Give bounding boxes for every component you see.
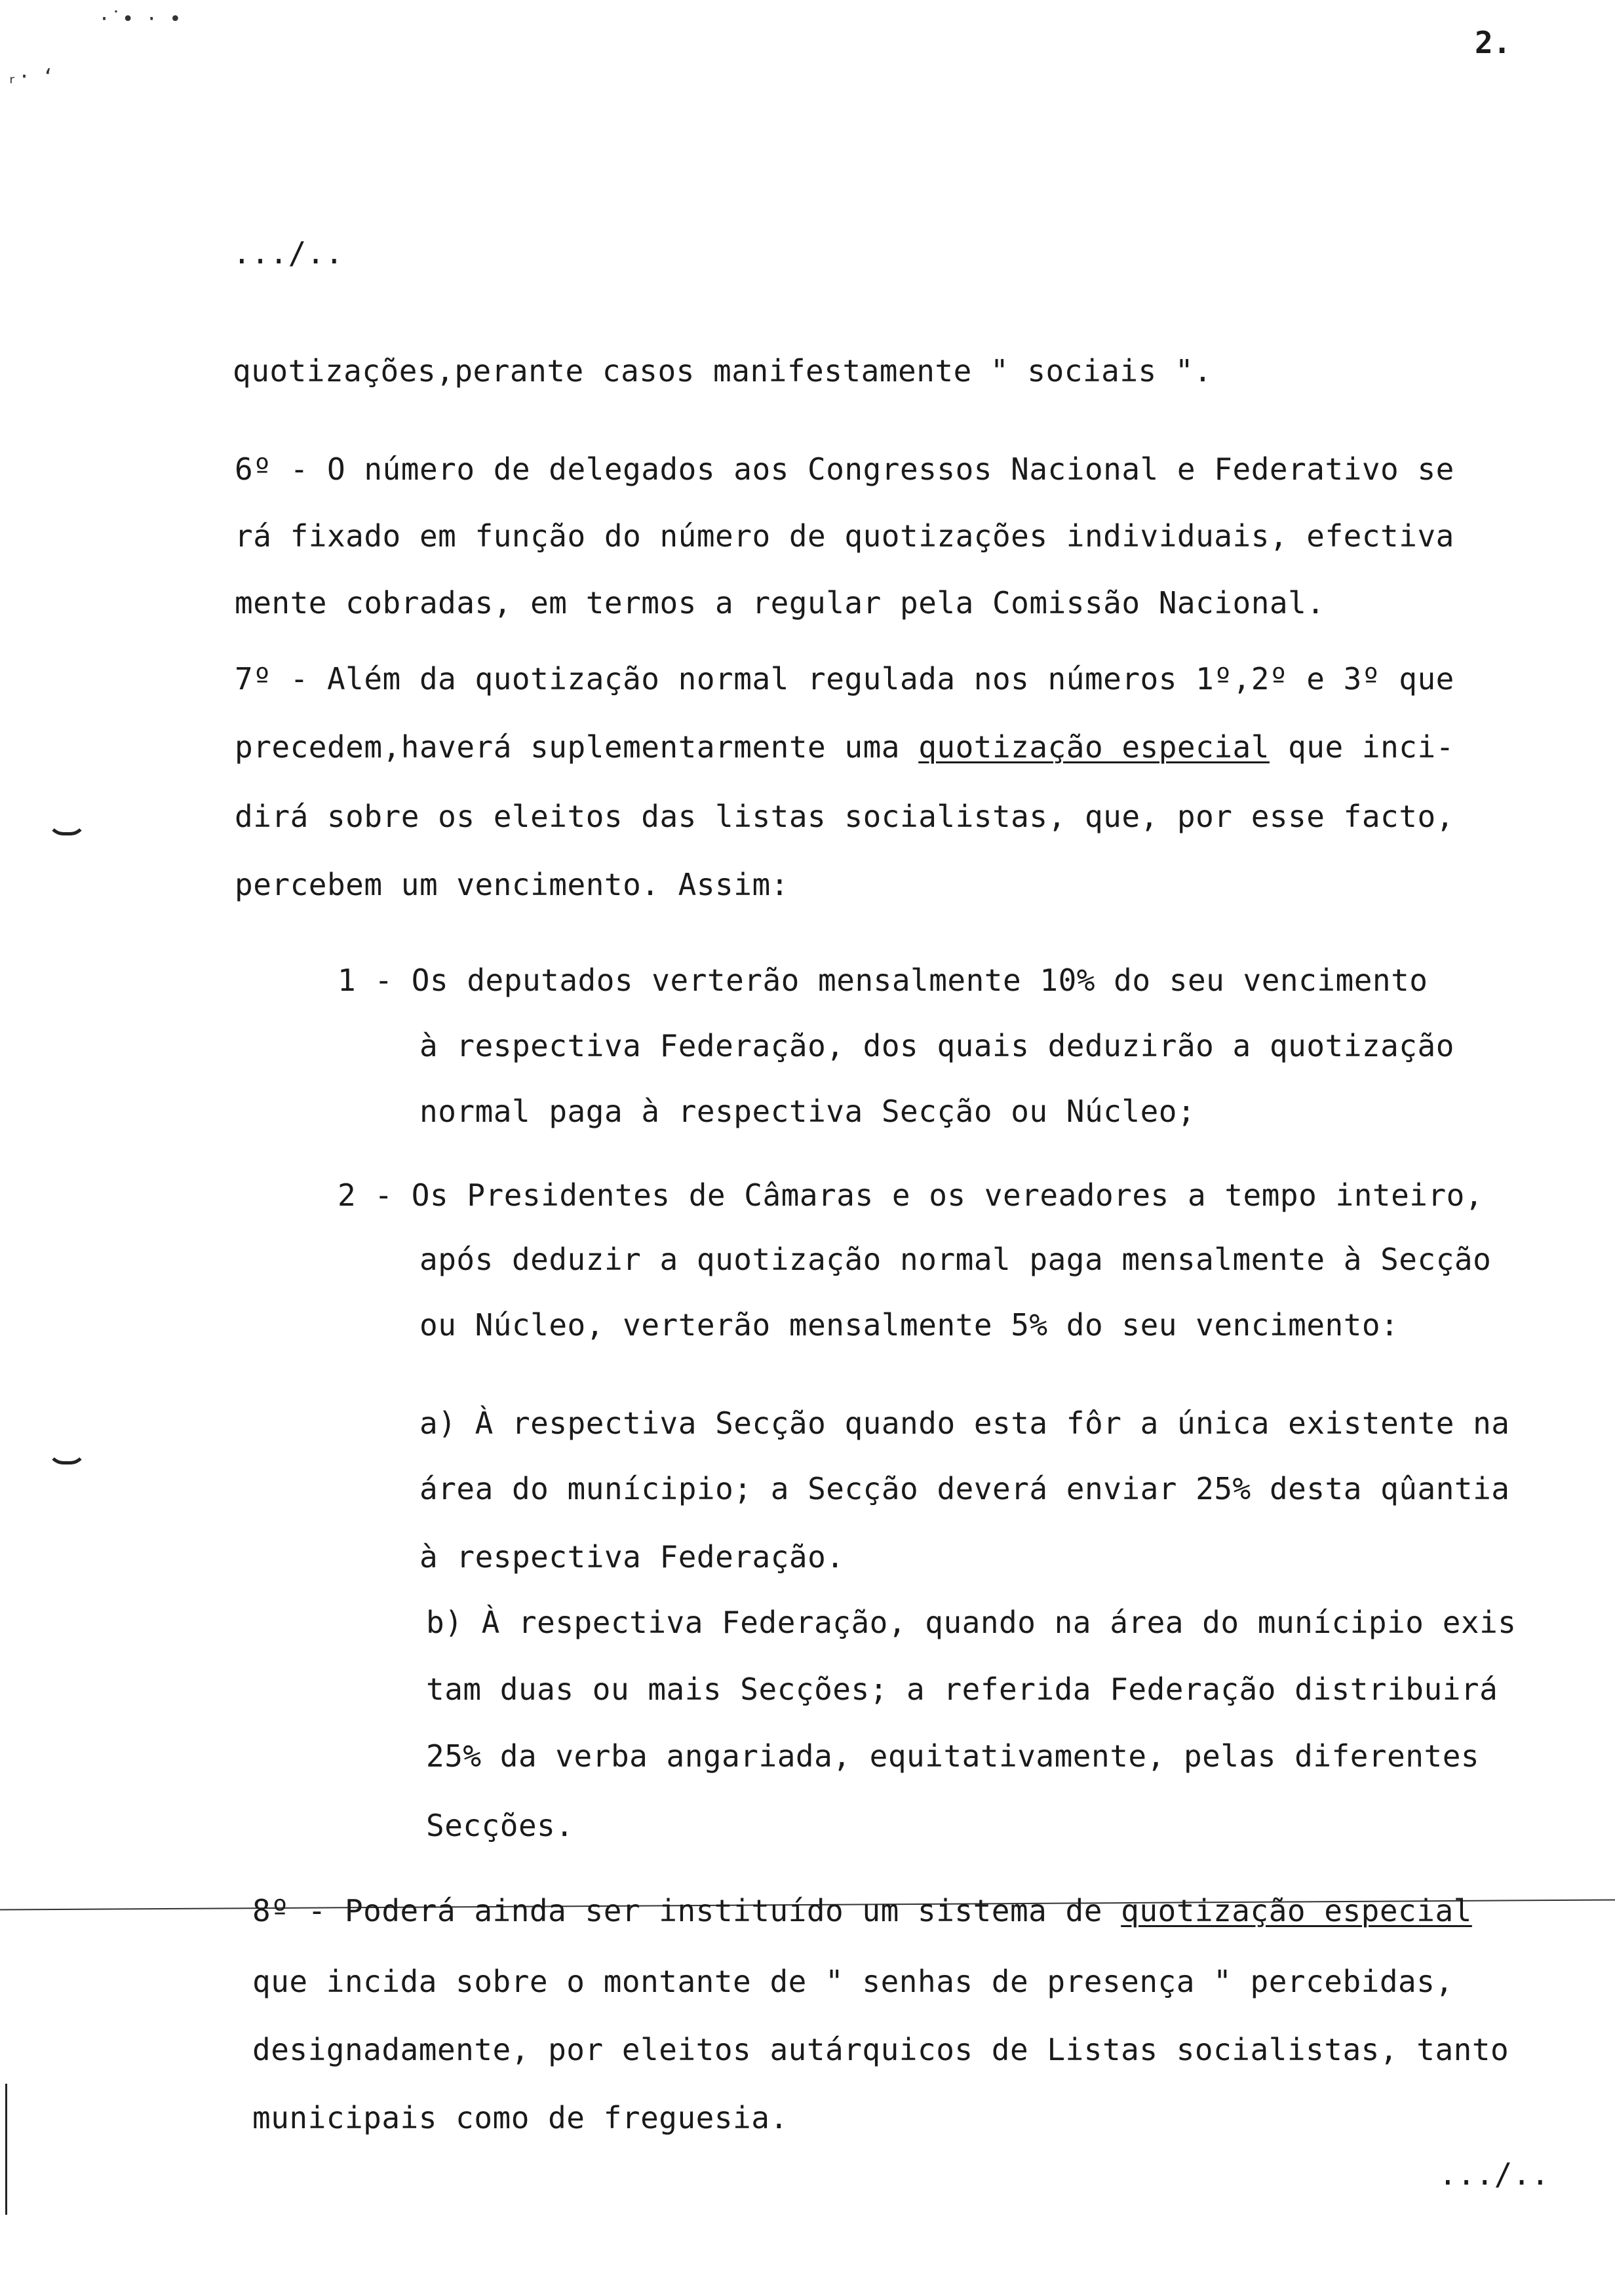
paragraph-7-line-4: percebem um vencimento. Assim: [235,867,789,902]
item-2-line-3: ou Núcleo, verterão mensalmente 5% do seu vencimento: [419,1307,1399,1343]
item-b-line-3: 25% da verba angariada, equitativamente, pelas diferentes [426,1738,1480,1774]
punch-hole-mark [47,819,87,835]
scan-specks: ·˙• · • [98,8,182,31]
item-a-line-2: área do munícipio; a Secção deverá enviar 25% desta qûantia [419,1471,1510,1506]
paragraph-6-line-3: mente cobradas, em termos a regular pela Comissão Nacional. [235,585,1325,621]
paragraph-8-line-1: 8º - Poderá ainda ser instituído um sistema de quotização especial [252,1893,1472,1928]
paragraph-8-line-3: designadamente, por eleitos autárquicos de Listas socialistas, tanto [252,2032,1509,2067]
paragraph-6-line-2: rá fixado em função do número de quotizações individuais, efectiva [235,518,1454,554]
item-1-line-3: normal paga à respectiva Secção ou Núcleo; [419,1094,1196,1129]
item-1-line-2: à respectiva Federação, dos quais deduzirão a quotização [419,1028,1454,1063]
scan-specks-left: ᵣ· ‘ [7,66,54,88]
item-a-line-3: à respectiva Federação. [419,1539,845,1575]
continuation-marker-top: .../.. [233,235,344,271]
item-b-line-2: tam duas ou mais Secções; a referida Federação distribuirá [426,1672,1498,1707]
underlined-term: quotização especial [1121,1893,1472,1928]
page-number: 2. [1475,25,1511,60]
paragraph-6-line-1: 6º - O número de delegados aos Congressos Nacional e Federativo se [235,451,1454,487]
item-b-line-4: Secções. [426,1808,574,1843]
item-2-line-1: 2 - Os Presidentes de Câmaras e os vereadores a tempo inteiro, [338,1177,1484,1213]
paragraph-7-line-3: dirá sobre os eleitos das listas socialistas, que, por esse facto, [235,799,1454,834]
paragraph-8-line-2: que incida sobre o montante de " senhas de presença " percebidas, [252,1964,1454,1999]
underlined-term: quotização especial [918,729,1270,765]
item-b-line-1: b) À respectiva Federação, quando na área do munícipio exis [426,1605,1517,1640]
item-a-line-1: a) À respectiva Secção quando esta fôr a única existente na [419,1406,1510,1441]
paragraph-7-line-2: precedem,haverá suplementarmente uma quotização especial que inci- [235,729,1454,765]
item-1-line-1: 1 - Os deputados verterão mensalmente 10% do seu vencimento [338,963,1428,998]
item-2-line-2: após deduzir a quotização normal paga mensalmente à Secção [419,1242,1492,1277]
continuation-marker-bottom: .../.. [1439,2156,1550,2192]
paragraph-8-line-4: municipais como de freguesia. [252,2100,788,2135]
punch-hole-mark [47,1448,87,1464]
text-line: quotizações,perante casos manifestamente " sociais ". [233,353,1213,389]
scan-edge-line [5,2084,7,2215]
paragraph-7-line-1: 7º - Além da quotização normal regulada nos números 1º,2º e 3º que [235,661,1454,697]
